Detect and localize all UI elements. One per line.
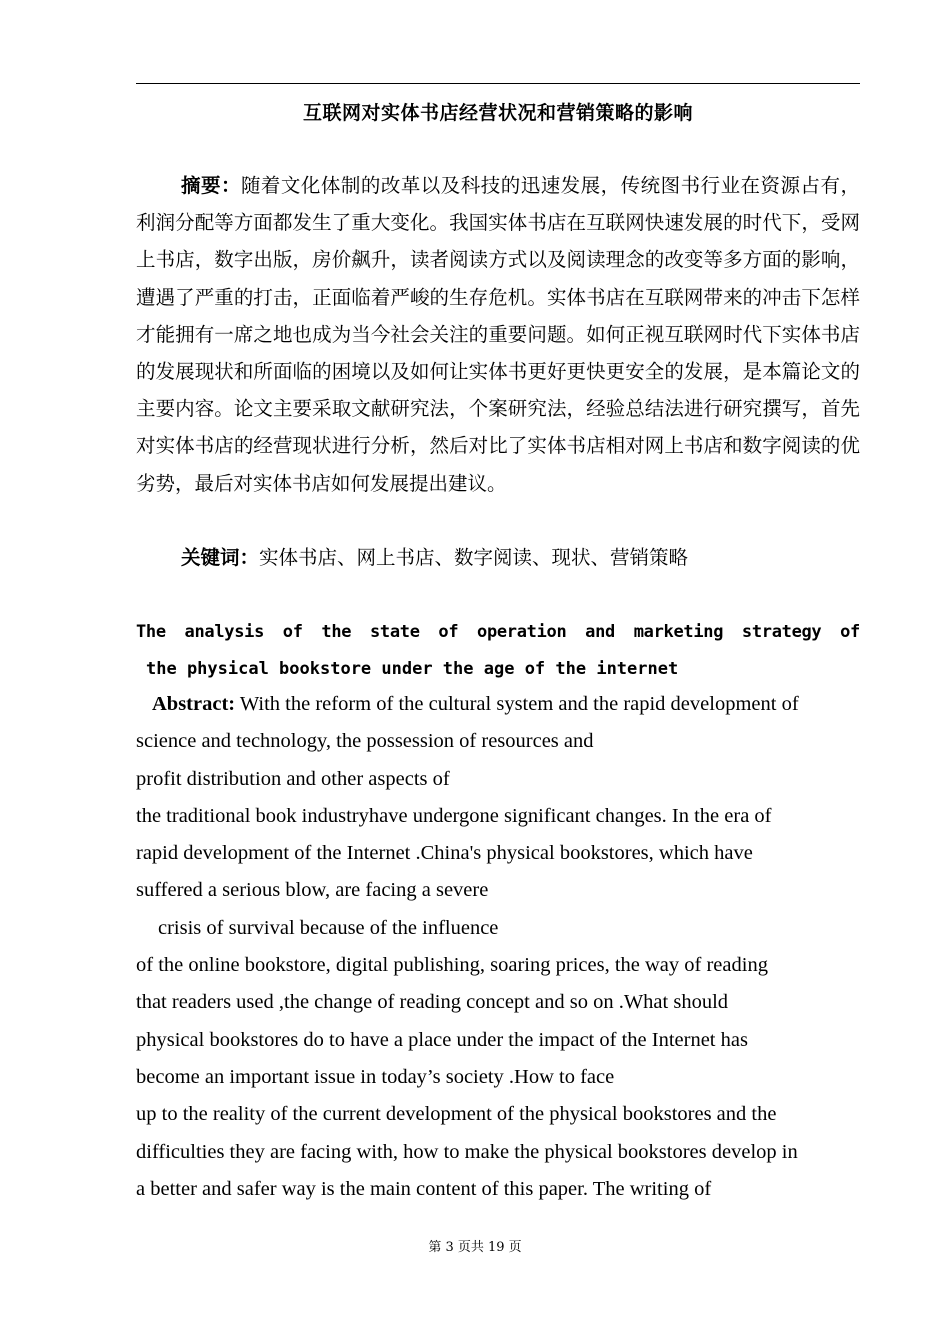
chinese-abstract-text: 随着文化体制的改革以及科技的迅速发展，传统图书行业在资源占有，利润分配等方面都发生了重大变化。我国实体书店在互联网快速发展的时代下，受网上书店，数字出版，房价飙升，读者阅读方式以及阅读理念的改变等多方面的影响，遭遇了严重的打击，正面临着严峻的生存危机。实体书店在互联网带来的冲击下怎样才能拥有一席之地也成为当今社会关注的重要问题。如何正视互联网时代下实体书店的发展现状和所面临的困境以及如何让实体书更好更快更安全的发展，是本篇论文的主要内容。论文主要采取文献研究法，个案研究法，经验总结法进行研究撰写，首先对实体书店的经营现状进行分析，然后对比了实体书店相对网上书店和数字阅读的优劣势，最后对实体书店如何发展提出建议。 bbox=[136, 174, 860, 495]
english-title-line-2: the physical bookstore under the age of the internet bbox=[146, 659, 679, 679]
chinese-abstract bbox=[136, 167, 860, 502]
page-number-footer: 第 3 页共 19 页 bbox=[428, 1240, 522, 1255]
english-abstract-line: rapid development of the Internet .China's physical bookstores, which have bbox=[136, 842, 753, 865]
english-abstract-line: suffered a serious blow, are facing a severe bbox=[136, 879, 489, 902]
chinese-title: 互联网对实体书店经营状况和营销策略的影响 bbox=[302, 102, 693, 124]
english-abstract-line: become an important issue in today’s society .How to face bbox=[136, 1065, 615, 1088]
english-title-line-1: The analysis of the state of operation and marketing strategy of bbox=[136, 622, 860, 642]
chinese-abstract-label: 摘要： bbox=[181, 174, 241, 197]
english-abstract-line: science and technology, the possession of resources and bbox=[136, 730, 594, 753]
english-abstract-line: physical bookstores do to have a place under the impact of the Internet has bbox=[136, 1028, 748, 1051]
english-abstract-line: that readers used ,the change of reading concept and so on .What should bbox=[136, 991, 729, 1014]
english-abstract-label: Abstract: bbox=[152, 693, 236, 715]
chinese-keywords-label: 关键词： bbox=[181, 546, 260, 569]
english-abstract-line: profit distribution and other aspects of bbox=[136, 767, 450, 790]
english-abstract-line: the traditional book industryhave undergone significant changes. In the era of bbox=[136, 804, 772, 827]
header-rule bbox=[136, 83, 860, 84]
english-title bbox=[136, 614, 860, 688]
english-abstract-line: Abstract: With the reform of the cultural system and the rapid development of bbox=[152, 693, 799, 715]
english-abstract bbox=[136, 686, 860, 1208]
english-abstract-line: difficulties they are facing with, how to make the physical bookstores develop in bbox=[136, 1140, 798, 1163]
chinese-keywords bbox=[181, 539, 861, 576]
english-abstract-line: up to the reality of the current development of the physical bookstores and the bbox=[136, 1103, 777, 1126]
chinese-keywords-text: 实体书店、网上书店、数字阅读、现状、营销策略 bbox=[259, 546, 689, 569]
english-abstract-line: of the online bookstore, digital publishing, soaring prices, the way of reading bbox=[136, 954, 768, 977]
english-abstract-line: a better and safer way is the main content of this paper. The writing of bbox=[136, 1177, 712, 1200]
english-abstract-line: crisis of survival because of the influence bbox=[158, 916, 499, 939]
